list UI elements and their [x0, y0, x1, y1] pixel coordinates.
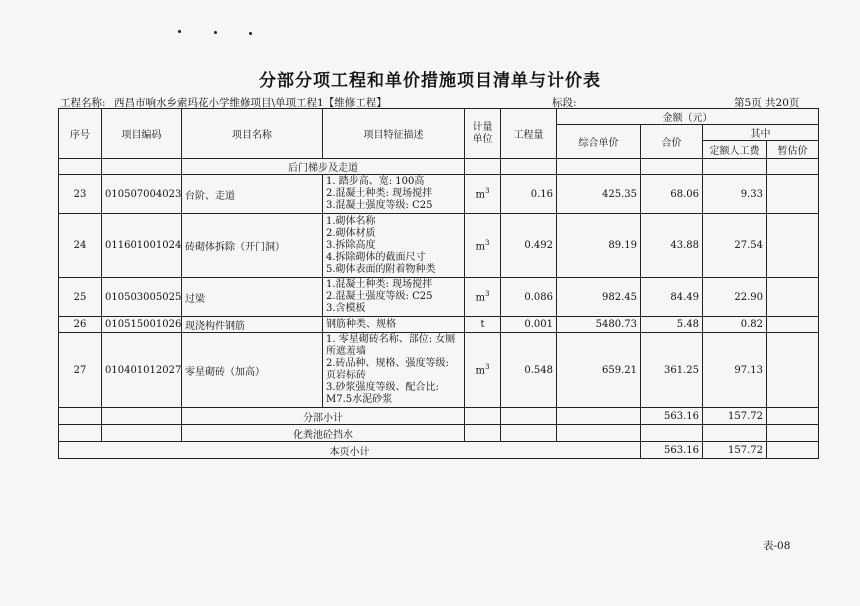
- header-unit: 计量单位: [465, 109, 501, 159]
- section-title: 后门梯步及走道: [182, 159, 465, 175]
- pricing-table: [58, 108, 819, 459]
- project-label: 工程名称:: [60, 97, 106, 109]
- page-total-row: [59, 442, 819, 459]
- page-total-label: 本页小计: [59, 442, 641, 459]
- scan-dot: [249, 32, 252, 35]
- subtotal-total: 563.16: [641, 408, 703, 425]
- header-amount: 金额（元）: [557, 109, 819, 125]
- header-labor: 定额人工费: [703, 141, 767, 159]
- header-code: 项目编码: [102, 109, 182, 159]
- table-row: 25 010503005025 过梁 1.混凝土种类: 现场搅拌 2.混凝土强度等级: C25 3.含模板 $m^3$ 0.086 982.45 84.49 22.90: [59, 278, 819, 317]
- table-row: 26 010515001026 现浇构件钢筋 钢筋种类、规格 t 0.001 5480.73 5.48 0.82: [59, 317, 819, 333]
- subtotal-labor: 157.72: [703, 408, 767, 425]
- form-number: 表-08: [763, 540, 791, 552]
- header-total: 合价: [641, 125, 703, 159]
- section-label: 标段:: [552, 97, 577, 109]
- page-title: 分部分项工程和单价措施项目清单与计价表: [259, 71, 601, 91]
- header-provisional: 暂估价: [767, 141, 819, 159]
- header-desc: 项目特征描述: [323, 109, 465, 159]
- section-title: 化粪池砼挡水: [182, 425, 465, 442]
- project-name: 西昌市响水乡索玛花小学维修项目\单项工程1【维修工程】: [114, 97, 387, 109]
- page-info: 第5页 共20页: [734, 97, 800, 109]
- table-row: 27 010401012027 零星砌砖（加高） 1. 零星砌砖名称、部位: 女厕 所遮羞墙 2.砖品种、规格、强度等级: 页岩标砖 3.砂浆强度等级、配合比: M7.5水泥砂浆 $m^3$ 0.548 659.21 361.25 97.13: [59, 333, 819, 408]
- header-seq: 序号: [59, 109, 102, 159]
- table-row: 23 010507004023 台阶、走道 1. 踏步高、宽: 100高 2.混凝土种类: 现场搅拌 3.混凝土强度等级: C25 $m^3$ 0.16 425.35 68.06 9.33: [59, 175, 819, 214]
- page-total-total: 563.16: [641, 442, 703, 459]
- subtotal-label: 分部小计: [182, 408, 465, 425]
- scan-dot: [178, 30, 181, 33]
- table-row: 24 011601001024 砖砌体拆除（开门洞） 1.砌体名称 2.砌体材质 3.拆除高度 4.拆除砌体的截面尺寸 5.砌体表面的附着物种类 $m^3$ 0.492 89.19 43.88 27.54: [59, 214, 819, 278]
- header-name: 项目名称: [182, 109, 323, 159]
- page-total-labor: 157.72: [703, 442, 767, 459]
- subtotal-row: [59, 408, 819, 425]
- header-unit-price: 综合单价: [557, 125, 641, 159]
- header-of-which: 其中: [703, 125, 819, 141]
- header-qty: 工程量: [501, 109, 557, 159]
- scan-dot: [214, 31, 217, 34]
